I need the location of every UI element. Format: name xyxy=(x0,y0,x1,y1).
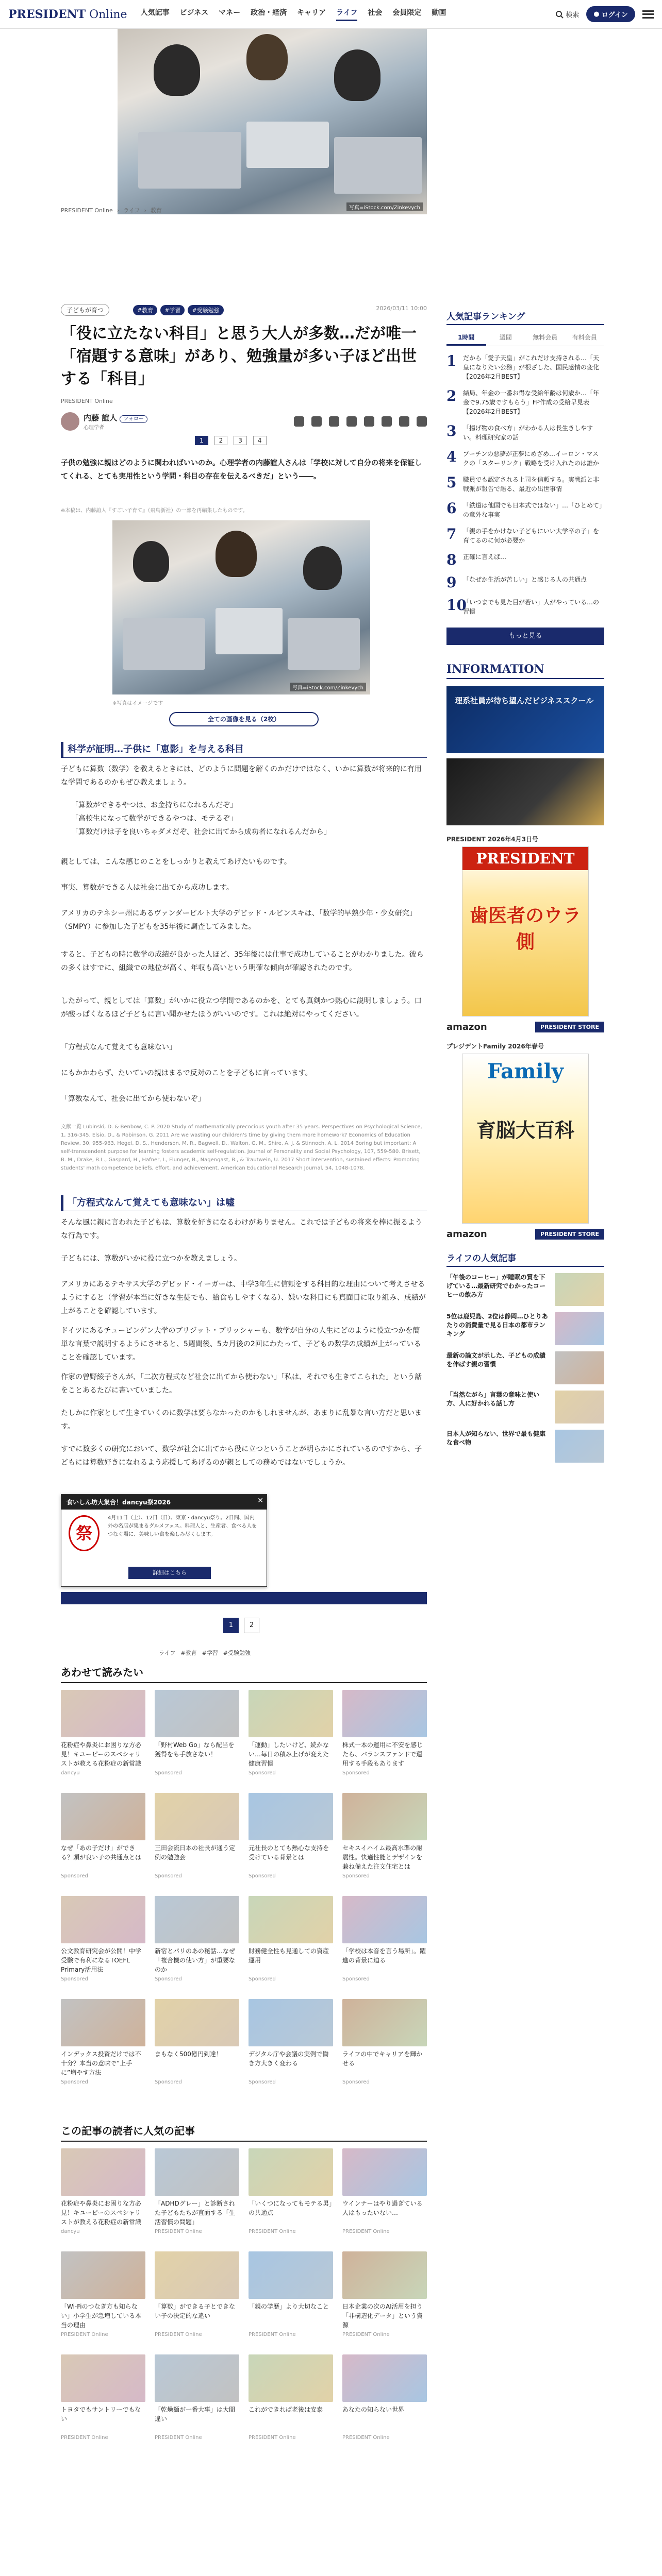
breadcrumb-separator-icon: › xyxy=(144,207,146,214)
card-title: セキスイハイム最高水準の耐震性。快適性能とデザインを兼ね備えた注文住宅とは xyxy=(342,1844,423,1870)
card-title: 三田会流日本の社長が通う定例の勉強会 xyxy=(155,1844,236,1861)
popular-thumbnail xyxy=(555,1430,604,1463)
nav-item[interactable]: 人気記事 xyxy=(140,9,170,17)
author-name[interactable]: 内藤 誼人 xyxy=(84,413,118,422)
card-source: dancyu xyxy=(61,1770,80,1776)
card-source: Sponsored xyxy=(249,1770,276,1776)
page-tab[interactable]: 3 xyxy=(234,436,247,445)
card-title: 花粉症や鼻炎にお困りな方必見！キユーピーのスペシャリストが教える花粉症の新常識 xyxy=(61,2200,142,2226)
pocket-icon[interactable] xyxy=(364,416,374,427)
ranking-item[interactable] xyxy=(446,575,604,590)
ranking-title: 正確に言えば… xyxy=(463,553,507,561)
family-title: 育脳大百科 xyxy=(476,1119,574,1142)
logo-sub: Online xyxy=(86,8,127,21)
related-card[interactable] xyxy=(155,2251,239,2354)
ranking-number: 8 xyxy=(446,551,457,568)
popular-thumbnail xyxy=(555,1391,604,1423)
card-source: Sponsored xyxy=(342,1770,370,1776)
ranking-number: 6 xyxy=(446,500,457,517)
card-thumbnail xyxy=(249,1896,333,1943)
ranking-item[interactable] xyxy=(446,598,604,616)
article-image-caption: ※写真はイメージです xyxy=(112,701,163,706)
tag[interactable]: #受験勉強 xyxy=(188,305,223,315)
more-ranking-button[interactable]: もっと見る xyxy=(446,628,604,645)
main-nav xyxy=(141,7,446,21)
related-card[interactable] xyxy=(249,2251,333,2354)
card-thumbnail xyxy=(61,1690,145,1737)
quote: 「算数なんて、社会に出てから使わないぞ」 xyxy=(61,1095,205,1103)
article-image-credit: 写真=iStock.com/Zinkevych xyxy=(290,683,366,691)
card-thumbnail xyxy=(155,2251,239,2299)
popular-title: 最新の論文が示した、子どもの成績を伸ばす親の習慣 xyxy=(446,1352,546,1368)
ranking-title: 「なぜか生活が苦しい」と感じる人の共通点 xyxy=(463,576,587,583)
share-bar xyxy=(294,416,427,427)
page-link[interactable]: 1 xyxy=(223,1618,239,1633)
card-thumbnail xyxy=(342,1999,427,2046)
hatena-icon[interactable] xyxy=(346,416,357,427)
bookmark-icon[interactable] xyxy=(417,416,427,427)
card-source: PRESIDENT Online xyxy=(342,2435,390,2441)
ranking-item[interactable] xyxy=(446,527,604,545)
ranking-item[interactable] xyxy=(446,475,604,494)
card-source: PRESIDENT Online xyxy=(61,2435,108,2441)
life-popular-list xyxy=(446,1273,604,1463)
card-thumbnail xyxy=(155,1793,239,1840)
related-card[interactable] xyxy=(61,1896,145,1999)
ranking-number: 1 xyxy=(446,352,457,369)
user-icon: ● xyxy=(593,10,600,18)
card-thumbnail xyxy=(342,2354,427,2402)
author-role: 心理学者 xyxy=(84,425,104,431)
breadcrumb-item[interactable]: 教育 xyxy=(150,207,162,214)
card-source: PRESIDENT Online xyxy=(155,2435,202,2441)
close-icon[interactable]: ✕ xyxy=(257,1497,263,1505)
search-label: 検索 xyxy=(566,11,580,19)
ranking-item[interactable] xyxy=(446,552,604,568)
paragraph: したがって、親としては「算数」がいかに役立つ学問であるのかを、とても真剣かつ熱心に説明しましょう。口が酸っぱくなるほど子どもに言い聞かせたほうがいいのです。これは絶対にやってください。 xyxy=(61,997,422,1019)
related-card[interactable] xyxy=(155,1793,239,1896)
ad-banner-1[interactable]: 理系社員が待ち望んだビジネススクール xyxy=(446,686,604,753)
popular-item[interactable] xyxy=(446,1312,604,1345)
card-thumbnail xyxy=(155,2354,239,2402)
card-source: PRESIDENT Online xyxy=(155,2229,202,2234)
nav-item[interactable]: ビジネス xyxy=(179,9,209,17)
section-heading-1: 科学が証明…子供に「恵影」を与える科目 xyxy=(61,742,427,758)
quote: 「高校生になって数学ができるやつは、モテるぞ」 xyxy=(71,815,237,823)
related-card[interactable] xyxy=(249,1793,333,1896)
card-thumbnail xyxy=(249,2354,333,2402)
tag-list xyxy=(133,305,224,315)
card-title: トヨタでもサントリーでもない xyxy=(61,2406,141,2422)
card-thumbnail xyxy=(249,1793,333,1840)
card-source: PRESIDENT Online xyxy=(61,2332,108,2337)
sidebar xyxy=(446,309,604,1463)
card-source: Sponsored xyxy=(249,1873,276,1879)
family-brand: Family xyxy=(487,1059,564,1083)
related-card[interactable] xyxy=(249,1896,333,1999)
series-badge[interactable]: 子どもが育つ xyxy=(61,304,109,316)
card-thumbnail xyxy=(249,1690,333,1737)
magazine-title: 歯医者のウラ側 xyxy=(469,905,581,953)
related-card[interactable] xyxy=(342,2354,427,2458)
ranking-number: 10 xyxy=(446,597,467,614)
card-title: 「乾燥麺が一番大事」は大間違い xyxy=(155,2406,236,2422)
card-title: 元社長のとても熱心な支持を受けている背景とは xyxy=(249,1844,329,1861)
card-title: 「学校は本音を言う場所」。躍進の背景に迫る xyxy=(342,1947,426,1964)
card-title: 「運動」したいけど、続かない…毎日の積み上げが変えた健康習慣 xyxy=(249,1741,329,1767)
ranking-title: ブーチンの悪夢が正夢にめざめ…イーロン・マスクの「スターリンク」戦略を受け入れたのは誰か xyxy=(463,450,599,467)
nav-item[interactable]: マネー xyxy=(219,9,241,17)
pagination xyxy=(223,1618,259,1633)
related-card[interactable] xyxy=(342,2251,427,2354)
follow-button[interactable]: フォロー xyxy=(120,415,147,423)
tag[interactable]: ライフ xyxy=(159,1650,176,1656)
card-title: 財務健全性も見通しての資産運用 xyxy=(249,1947,329,1964)
paragraph: すると、子どもの時に数学の成績が良かった人ほど、35年後には仕事で成功していることがわかりました。彼らの多くはすでに、組織での地位が高く、年収も高いという明確な傾向が確認されたのです。 xyxy=(61,951,424,972)
quote-list xyxy=(71,799,427,839)
section-heading-2: 「方程式なんて覚えても意味ない」は嘘 xyxy=(61,1195,427,1211)
card-source: Sponsored xyxy=(61,1976,88,1982)
ranking-title: 結局、年金の一番お得な受給年齢は何歳か…「年金で9.75歳ですもらう」FP作成の受給早見表【2026年2月BEST】 xyxy=(463,389,600,415)
related-card[interactable] xyxy=(61,2148,145,2251)
dancyu-popup-title: 食いしん坊大集合！dancyu祭2026 xyxy=(61,1495,267,1510)
popular-title: 5位は鹿児島、2位は静岡…ひとりあたりの消費量で見る日本の都市ランキング xyxy=(446,1313,548,1337)
paragraph: たしかに作家として生きていくのに数学は要らなかったのかもしれませんが、あまりに乱暴な言い方だと思います。 xyxy=(61,1409,422,1431)
card-source: Sponsored xyxy=(61,1873,88,1879)
card-source: Sponsored xyxy=(61,2079,88,2085)
card-title: デジタル庁や会議の実例で働き方大きく変わる xyxy=(249,2050,329,2067)
card-thumbnail xyxy=(61,1896,145,1943)
login-button[interactable] xyxy=(586,6,635,22)
related-card[interactable] xyxy=(155,1690,239,1793)
card-source: PRESIDENT Online xyxy=(155,2332,202,2337)
information-title: INFORMATION xyxy=(446,663,604,679)
card-title: インデックス投資だけでは不十分？本当の意味で“上手に”増やす方法 xyxy=(61,2050,141,2076)
page-tab[interactable]: 1 xyxy=(195,436,208,445)
lead-caption: ※本稿は、内藤誼人『すごい子育て』（飛鳥新社）の一部を再編集したものです。 xyxy=(61,508,248,514)
dancyu-popup xyxy=(61,1494,267,1587)
card-source: Sponsored xyxy=(155,1873,182,1879)
card-source: PRESIDENT Online xyxy=(249,2435,296,2441)
related-card[interactable] xyxy=(155,1896,239,1999)
hero-image xyxy=(118,29,427,214)
related-card[interactable] xyxy=(342,1999,427,2102)
paragraph: すでに数多くの研究において、数学が社会に出てから役に立つということが明らかにされているのですから、子どもには算数好きになれるよう応援してあげるのが親としての務めではないでしょうか。 xyxy=(61,1445,422,1467)
ranking-list xyxy=(446,353,604,616)
ranking-title: 人気記事ランキング xyxy=(446,309,604,325)
nav-item[interactable]: ライフ xyxy=(336,7,357,21)
paragraph: 事実、算数ができる人は社会に出てから成功します。 xyxy=(61,884,234,892)
card-title: 新宿とパリのあの秘話…なぜ「複合機の使い方」が重要なのか xyxy=(155,1947,236,1973)
popular-title: 「午後のコーヒー」が睡眠の質を下げている…最新研究でわかったコーヒーの飲み方 xyxy=(446,1274,546,1298)
article-lead: 子供の勉強に親はどのように関わればいいのか。心理学者の内藤誼人さんは「学校に対して自分の将来を保証してくれる、とても実用性という学問・科目の存在を伝えるべきだ」という――。 xyxy=(61,459,422,481)
popular-item[interactable] xyxy=(446,1273,604,1306)
popular-item[interactable] xyxy=(446,1391,604,1423)
ranking-item[interactable] xyxy=(446,501,604,519)
header-actions xyxy=(555,6,654,22)
amazon-link[interactable]: amazon xyxy=(446,1229,487,1240)
card-source: Sponsored xyxy=(155,2079,182,2085)
president-store-link[interactable]: PRESIDENT STORE xyxy=(535,1229,604,1240)
card-title: まもなく500億円到達！ xyxy=(155,2050,222,2058)
card-thumbnail xyxy=(342,1690,427,1737)
card-title: なぜ「あの子だけ」ができる？頭が良い子の共通点とは xyxy=(61,1844,142,1861)
popular-thumbnail xyxy=(555,1273,604,1306)
card-source: Sponsored xyxy=(249,1976,276,1982)
card-thumbnail xyxy=(61,2148,145,2196)
page-tabs-top xyxy=(195,436,267,445)
ad-banner-2[interactable] xyxy=(446,758,604,825)
paragraph: ドイツにあるチュービンゲン大学のブリジット・ブリッシャーも、数学が自分の人生にどのように役立つかを簡単な言葉で説明するようにさせると、5週間後、5カ月後の2回にわたって、子どもの数学の成績が上がっていることを確認しています。 xyxy=(61,1327,421,1362)
card-source: PRESIDENT Online xyxy=(249,2332,296,2337)
related-grid xyxy=(61,1690,427,2102)
quote: 「方程式なんて覚えても意味ない」 xyxy=(61,1043,176,1052)
dancyu-logo: 祭 xyxy=(69,1515,100,1551)
related-card[interactable] xyxy=(342,1793,427,1896)
card-title: 「Wi-Fiのつなぎ方も知らない」小学生が急増している本当の理由 xyxy=(61,2303,142,2329)
hamburger-menu-icon[interactable] xyxy=(642,10,654,19)
magazine-buy-row xyxy=(446,1022,604,1032)
card-title: 「算数」ができる子とできない子の決定的な違い xyxy=(155,2303,236,2319)
ranking-number: 4 xyxy=(446,448,457,465)
breadcrumb xyxy=(61,206,162,214)
breadcrumb-item[interactable]: ライフ xyxy=(123,207,140,214)
ranking-number: 9 xyxy=(446,574,457,591)
publish-date: 2026/03/11 10:00 xyxy=(376,305,427,312)
card-title: 公文教育研究会が公開！中学受験で有利になるTOEFL Primary活用法 xyxy=(61,1947,142,1973)
card-thumbnail xyxy=(342,1896,427,1943)
article-title: 「役に立たない科目」と思う大人が多数…だが唯一「宿題する意味」があり、勉強量が多い子ほど出世する「科目」 xyxy=(61,325,417,388)
related-card[interactable] xyxy=(249,1999,333,2102)
card-title: 「ADHDグレー」と診断された子どもたちが直面する「生活習慣の問題」 xyxy=(155,2200,236,2226)
popular-title: 日本人が知らない、世界で最も健康な食べ物 xyxy=(446,1430,546,1446)
reader-popular-title: この記事の読者に人気の記事 xyxy=(61,2123,427,2142)
popular-thumbnail xyxy=(555,1312,604,1345)
card-source: Sponsored xyxy=(155,1770,182,1776)
card-title: ウインナーはやり過ぎている人はもったいない… xyxy=(342,2200,423,2216)
site-header xyxy=(0,0,662,29)
tag[interactable]: #受験勉強 xyxy=(223,1650,251,1656)
tag[interactable]: #教育 xyxy=(133,305,157,315)
amazon-link[interactable]: amazon xyxy=(446,1022,487,1032)
card-source: Sponsored xyxy=(249,2079,276,2085)
tag[interactable]: #学習 xyxy=(202,1650,218,1656)
ranking-title: 「鉄道は他国でも日本式ではない」…「ひとめて」の意外な事実 xyxy=(463,502,603,518)
ranking-title: 「揚げ物の食べ方」がわかる人は長生きしやすい。料理研究家の話 xyxy=(463,425,593,441)
x-icon[interactable] xyxy=(311,416,322,427)
card-title: これができれば老後は安泰 xyxy=(249,2406,323,2413)
author-block[interactable] xyxy=(61,412,147,431)
related-card[interactable] xyxy=(342,1690,427,1793)
ranking-number: 2 xyxy=(446,387,457,404)
paragraph: 親としては、こんな感じのことをしっかりと教えてあげたいものです。 xyxy=(61,858,291,866)
ranking-item[interactable] xyxy=(446,449,604,468)
related-card[interactable] xyxy=(342,2148,427,2251)
card-thumbnail xyxy=(342,2251,427,2299)
card-source: Sponsored xyxy=(342,2079,370,2085)
ranking-tab[interactable]: 有料会員 xyxy=(572,334,597,341)
family-cover[interactable] xyxy=(446,1054,604,1224)
quote: 「算数だけは子を良いちゃダメだぞ、社会に出てから成功者になれるんだから」 xyxy=(71,828,331,836)
logo-main: PRESIDENT xyxy=(8,7,86,21)
related-card[interactable] xyxy=(155,1999,239,2102)
related-card[interactable] xyxy=(155,2148,239,2251)
ranking-number: 5 xyxy=(446,474,457,491)
ranking-tab[interactable]: 無料会員 xyxy=(533,334,558,341)
nav-item[interactable]: 社会 xyxy=(368,9,383,17)
page-link[interactable]: 2 xyxy=(244,1618,259,1633)
card-thumbnail xyxy=(249,2148,333,2196)
ranking-item[interactable] xyxy=(446,353,604,381)
related-card[interactable] xyxy=(249,1690,333,1793)
paragraph: 作家の曽野綾子さんが、「二次方程式など社会に出てから使わない」「私は、それでも生きてこられた」という話をことあるたびに書いていました。 xyxy=(61,1373,422,1395)
site-logo[interactable] xyxy=(8,8,127,21)
ad-bar xyxy=(61,1592,427,1604)
paragraph: にもかかわらず、たいていの親はまるで反対のことを子どもに言っています。 xyxy=(61,1069,312,1077)
popular-item[interactable] xyxy=(446,1430,604,1463)
ranking-item[interactable] xyxy=(446,388,604,416)
ranking-tab[interactable]: 1時間 xyxy=(446,330,486,346)
card-thumbnail xyxy=(155,1896,239,1943)
life-popular-title: ライフの人気記事 xyxy=(446,1251,604,1267)
paragraph: アメリカにあるテキサス大学のデビッド・イーガーは、中学3年生に信頼をする科目的な理由について考えさせるようにすると（学習が本当に好きな生徒でも、給食もしやすくなる）、嫌いな科目にも真面目に取り組み、成績が上がることを確認しています。 xyxy=(61,1280,426,1315)
breadcrumb-separator-icon: › xyxy=(117,207,120,214)
paragraph: 子どもには、算数がいかに役に立つかを教えましょう。 xyxy=(61,1255,241,1263)
card-source: Sponsored xyxy=(342,1976,370,1982)
line-icon[interactable] xyxy=(329,416,339,427)
login-label: ログイン xyxy=(601,11,628,19)
card-source: Sponsored xyxy=(155,1976,182,1982)
related-card[interactable] xyxy=(61,2251,145,2354)
card-source: PRESIDENT Online xyxy=(342,2332,390,2337)
ranking-title: だから「愛子天皇」がこれだけ支持される…「天皇になりたい公務」が根ざした、国民感情の変化【2026年2月BEST】 xyxy=(463,354,600,380)
ranking-item[interactable] xyxy=(446,423,604,442)
card-source: dancyu xyxy=(61,2229,80,2234)
page-tab[interactable]: 4 xyxy=(253,436,267,445)
card-title: あなたの知らない世界 xyxy=(342,2406,405,2413)
ranking-tab[interactable]: 週間 xyxy=(499,334,512,341)
card-source: PRESIDENT Online xyxy=(342,2229,390,2234)
paragraph: 子どもに算数（数学）を教えるときには、どのように問題を解くのかだけではなく、いかに算数が将来的に有用な学問であるのかもぜひ教えましょう。 xyxy=(61,765,422,787)
card-title: ライフの中でキャリアを輝かせる xyxy=(342,2050,423,2067)
card-source: Sponsored xyxy=(342,1873,370,1879)
magazine-cover[interactable] xyxy=(446,846,604,1016)
card-thumbnail xyxy=(249,2251,333,2299)
related-card[interactable] xyxy=(61,1690,145,1793)
card-thumbnail xyxy=(61,2354,145,2402)
president-store-link[interactable]: PRESIDENT STORE xyxy=(535,1022,604,1032)
page-tab[interactable]: 2 xyxy=(214,436,228,445)
all-images-button[interactable]: 全ての画像を見る（2枚） xyxy=(169,712,319,726)
family-buy-row xyxy=(446,1229,604,1240)
ranking-title: 「いつまでも見た目が若い」人がやっている…の習慣 xyxy=(463,599,600,615)
hero-credit: 写真=iStock.com/Zinkevych xyxy=(346,202,423,211)
card-thumbnail xyxy=(342,1793,427,1840)
dancyu-cta-button[interactable]: 詳細はこちら xyxy=(128,1567,211,1579)
search-button[interactable] xyxy=(555,9,579,19)
popular-item[interactable] xyxy=(446,1351,604,1384)
card-thumbnail xyxy=(61,2251,145,2299)
related-card[interactable] xyxy=(249,2354,333,2458)
quote: 「算数ができるやつは、お金持ちになれるんだぞ」 xyxy=(71,801,237,809)
related-card[interactable] xyxy=(249,2148,333,2251)
breadcrumb-item[interactable]: PRESIDENT Online xyxy=(61,207,113,214)
popular-title: 「当然ながら」言葉の意味と使い方、人に好かれる話し方 xyxy=(446,1391,540,1407)
reader-popular-grid xyxy=(61,2148,427,2458)
nav-item[interactable]: 動画 xyxy=(432,9,446,17)
card-title: 「親の学歴」より大切なこと xyxy=(249,2303,329,2310)
ranking-title: 「親の手をかけない子どもにいい大学卒の子」を育てるのに何が必要か xyxy=(463,528,600,544)
card-title: 株式一本の運用に不安を感じたら、バランスファンドで運用する手段もあります xyxy=(342,1741,423,1767)
card-title: 「野村Web Go」なら配当を獲得をも手放さない！ xyxy=(155,1741,235,1758)
related-title: あわせて読みたい xyxy=(61,1664,427,1683)
card-thumbnail xyxy=(155,1690,239,1737)
card-title: 日本企業の次のAI活用を担う「非構造化データ」という資源 xyxy=(342,2303,423,2329)
related-card[interactable] xyxy=(155,2354,239,2458)
card-thumbnail xyxy=(342,2148,427,2196)
card-thumbnail xyxy=(61,1999,145,2046)
byline: PRESIDENT Online xyxy=(61,398,113,404)
ranking-title: 職員でも認定される上司を信頼する。実戦派と非戦派が報告で語る、最近の出世事情 xyxy=(463,476,600,493)
tag[interactable]: #教育 xyxy=(180,1650,197,1656)
card-title: 花粉症や鼻炎にお困りな方必見！キユーピーのスペシャリストが教える花粉症の新常識 xyxy=(61,1741,142,1767)
related-card[interactable] xyxy=(342,1896,427,1999)
popular-thumbnail xyxy=(555,1351,604,1384)
paragraph: アメリカのテネシー州にあるヴァンダービルト大学のデビッド・ルビンスキは、「数学的早熟少年・少女研究」（SMPY）に参加した子どもを35年後に調査してみました。 xyxy=(61,909,417,931)
card-thumbnail xyxy=(61,1793,145,1840)
link-icon[interactable] xyxy=(382,416,392,427)
card-source: PRESIDENT Online xyxy=(249,2229,296,2234)
article-image[interactable] xyxy=(112,520,370,694)
search-icon xyxy=(555,10,564,19)
print-icon[interactable] xyxy=(399,416,409,427)
card-thumbnail xyxy=(155,2148,239,2196)
bottom-tags xyxy=(159,1649,251,1657)
card-thumbnail xyxy=(249,1999,333,2046)
family-label: プレジデントFamily 2026年春号 xyxy=(446,1043,544,1050)
magazine-brand: PRESIDENT xyxy=(462,847,588,870)
nav-item[interactable]: 会員限定 xyxy=(392,9,422,17)
ranking-number: 7 xyxy=(446,526,457,543)
card-title: 「いくつになってもモテる男」の共通点 xyxy=(249,2200,333,2216)
ranking-tabs xyxy=(446,330,604,346)
references: 文献一覧 Lubinski, D. & Benbow, C. P. 2020 Study of mathematically precocious youth after 35 years. Perspectives on Psychological Science, 1, 316-345. Elsio, D., & Robinson, G. 2011 Are we wasting our children's time by giving them more homework? Economics of Education Review, 30, 955-963. Hegel, D. S., Henderson, M. R., Bagwell, D., Walton, G. M., Shire, A. J. & Stinnoch, A. L. 2014 Boring but important: A self-transcendent purpose for learning fosters academic self-regulation. Journal of Personality and Social Psychology, 107, 559-580. Brisett, B. M., Drake, B.L., Gaspard, H., Hafner, I., Flunger, B., Nagengast, B., & Trautwein, U. 2017 Short intervention, sustained effects: Promoting students' math competence beliefs, effort, and achievement. American Educational Research Journal, 54, 1048-1078. xyxy=(61,1124,422,1171)
ranking-number: 3 xyxy=(446,422,457,439)
magazine-label: PRESIDENT 2026年4月3日号 xyxy=(446,836,539,843)
related-card[interactable] xyxy=(61,1793,145,1896)
tag[interactable]: #学習 xyxy=(160,305,185,315)
nav-item[interactable]: 政治・経済 xyxy=(251,9,287,17)
related-card[interactable] xyxy=(61,1999,145,2102)
nav-item[interactable]: キャリア xyxy=(297,9,326,17)
card-thumbnail xyxy=(155,1999,239,2046)
related-card[interactable] xyxy=(61,2354,145,2458)
dancyu-text: 4月11日（土）、12日（日）、東京・dancyu祭り。2日間、国内外の名店が集まるグルメフェス。料理人と、生産者、食べる人をつなぐ場に、美味しい食を楽しみ尽くします。 xyxy=(108,1515,257,1537)
avatar xyxy=(61,412,79,431)
paragraph: そんな風に親に言われた子どもは、算数を好きになるわけがありません。これでは子どもの将来を棒に振るような行為です。 xyxy=(61,1218,422,1240)
facebook-icon[interactable] xyxy=(294,416,304,427)
